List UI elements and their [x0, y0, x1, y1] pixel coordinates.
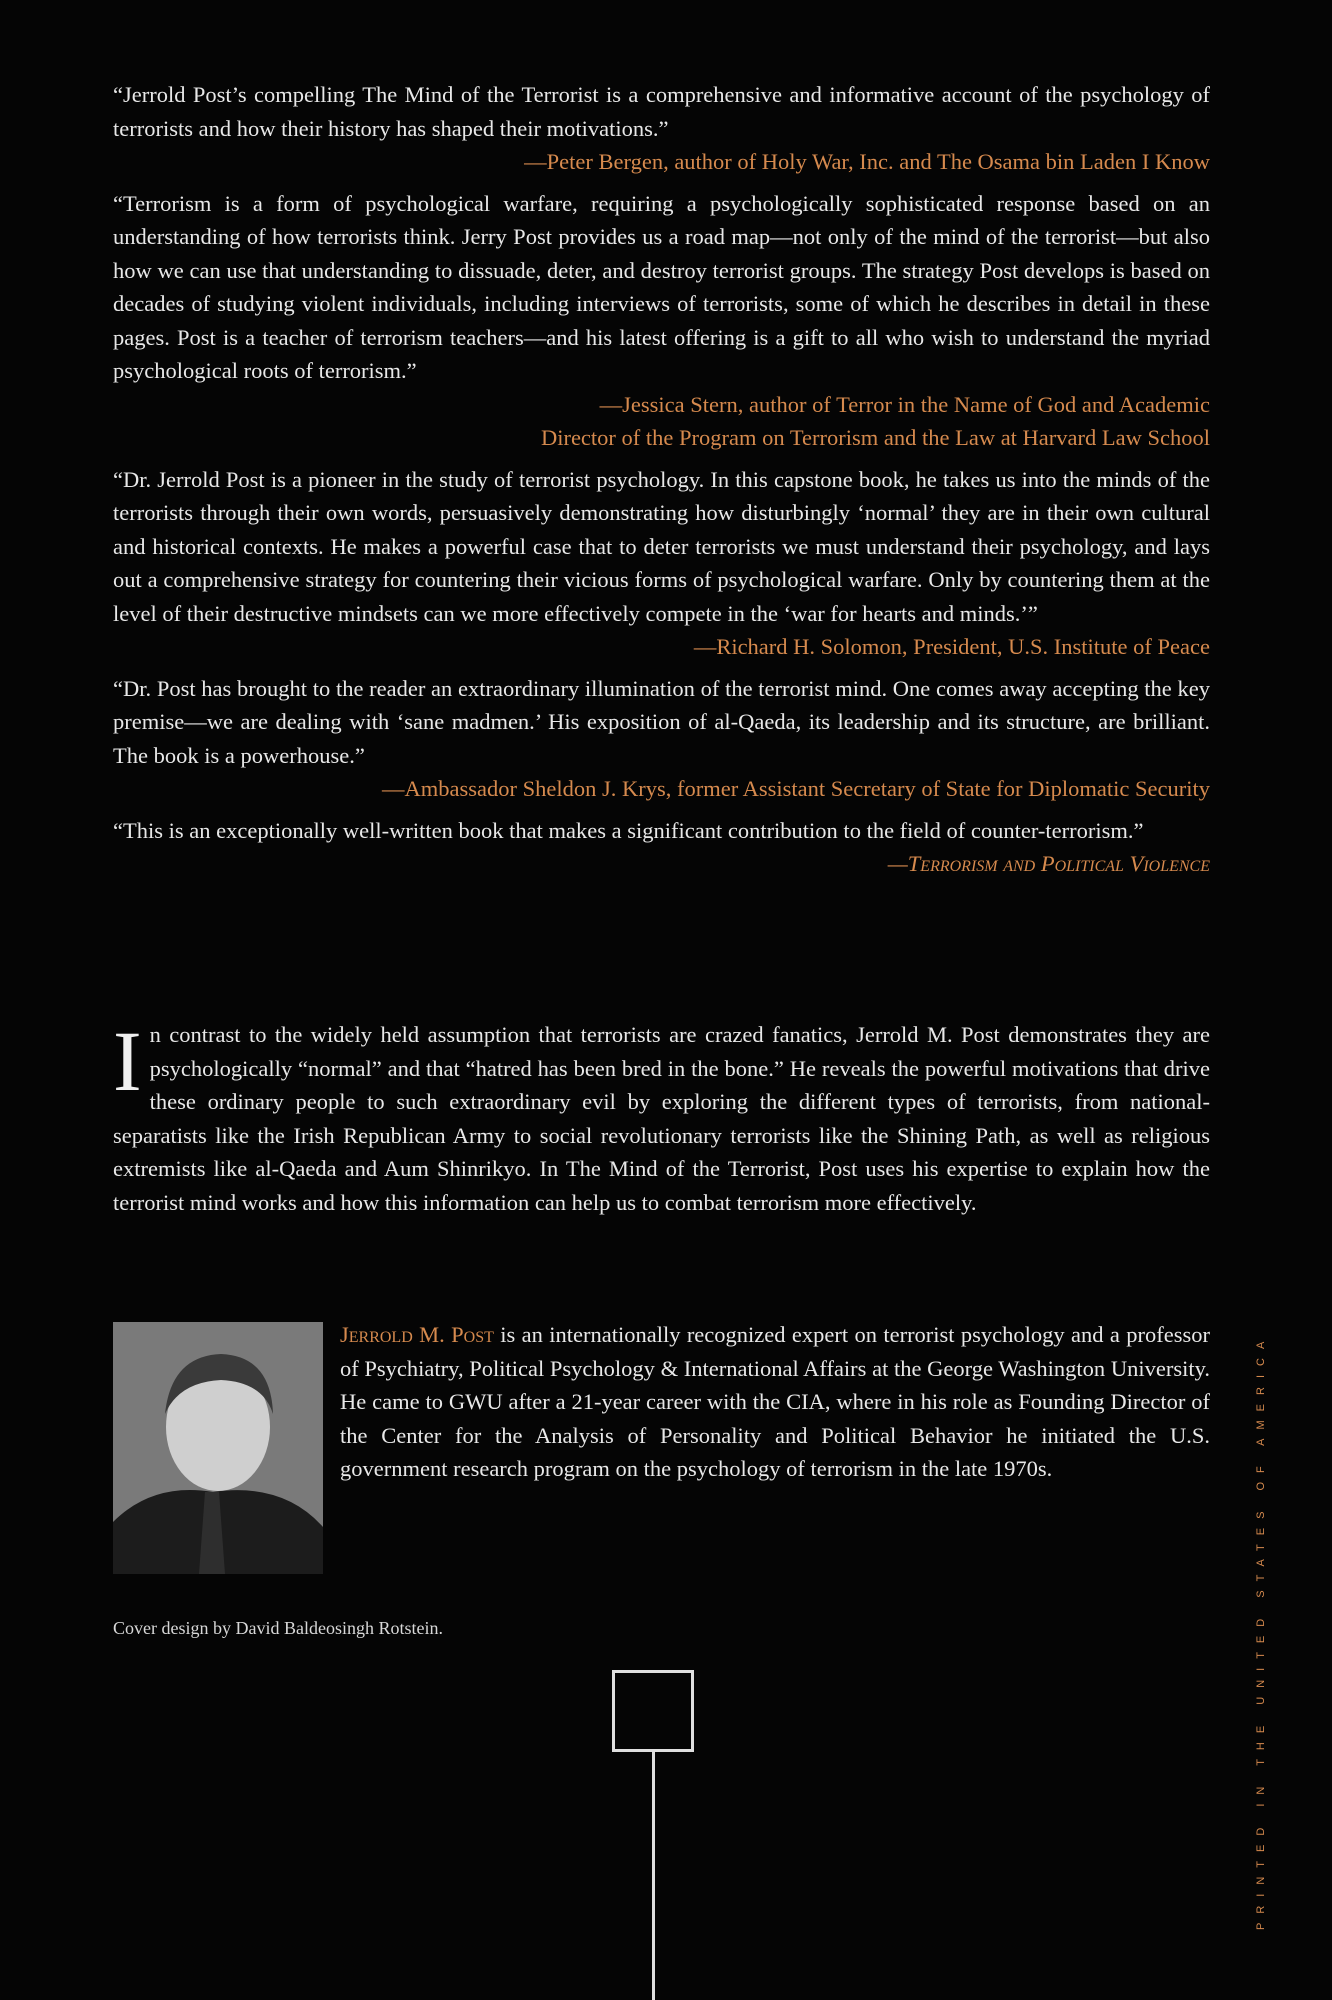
blurb-solomon	[113, 463, 1210, 664]
blurbs	[113, 78, 1210, 889]
description-text: n contrast to the widely held assumption that terrorists are crazed fanatics, Jerrold M. Post demonstrates they are psychologically “normal” and that “hatred has been bred in the bone.” He reveals the powerful motivations that drive these ordinary people to such extraordinary evil by exploring the different types of terrorists, from national-separatists like the Irish Republican Army to social revolutionary terrorists like the Shining Path, as well as religious extremists like al-Qaeda and Aum Shinrikyo. In The Mind of the Terrorist, Post uses his expertise to explain how the terrorist mind works and how this information can help us to combat terrorism more effectively.	[113, 1022, 1210, 1215]
author-bio	[340, 1318, 1210, 1486]
book-description	[113, 1013, 1210, 1219]
cover-credit: Cover design by David Baldeosingh Rotstein.	[113, 1618, 443, 1638]
blurb-attribution: —Peter Bergen, author of Holy War, Inc. and The Osama bin Laden I Know	[524, 149, 1210, 174]
barcode-box	[612, 1670, 694, 1752]
blurb-text: “Dr. Jerrold Post is a pioneer in the study of terrorist psychology. In this capstone book, he takes us into the minds of the terrorists through their own words, persuasively demonstrating how disturbingly ‘normal’ they are in their own cultural and historical contexts. He makes a powerful case that to deter terrorists we must understand their psychology, and lays out a comprehensive strategy for countering their vicious forms of psychological warfare. Only by countering them at the level of their destructive mindsets can we more effectively compete in the ‘war for hearts and minds.’”	[113, 466, 1210, 626]
blurb-attribution: —Terrorism and Political Violence	[887, 851, 1210, 876]
blurb-bergen	[113, 78, 1210, 179]
blurb-attribution-line2: Director of the Program on Terrorism and the Law at Harvard Law School	[540, 425, 1210, 450]
spine-text: PRINTED IN THE UNITED STATES OF AMERICA	[1255, 1332, 1267, 1930]
author-portrait-icon	[113, 1322, 323, 1574]
blurb-text: “Jerrold Post’s compelling The Mind of the Terrorist is a comprehensive and informative account of the psychology of terrorists and how their history has shaped their motivations.”	[113, 82, 1210, 141]
blurb-text: “Terrorism is a form of psychological warfare, requiring a psychologically sophisticated response based on an understanding of how terrorists think. Jerry Post provides us a road map—not only of the mind of the terrorist—but also how we can use that understanding to dissuade, deter, and destroy terrorist groups. The strategy Post develops is based on decades of studying violent individuals, including interviews of terrorists, some of which he describes in detail in these pages. Post is a teacher of terrorism teachers—and his latest offering is a gift to all who wish to understand the myriad psychological roots of terrorism.”	[113, 190, 1210, 383]
blurb-text: “Dr. Post has brought to the reader an extraordinary illumination of the terrorist mind. One comes away accepting the key premise—we are dealing with ‘sane madmen.’ His exposition of al-Qaeda, its leadership and its structure, are brilliant. The book is a powerhouse.”	[113, 675, 1210, 768]
blurb-attribution: —Jessica Stern, author of Terror in the Name of God and Academic	[599, 391, 1210, 417]
author-bio-text: is an internationally recognized expert on terrorist psychology and a professor of Psychiatry, Political Psychology & International Affairs at the George Washington University. He came to GWU after a 21-year career with the CIA, where in his role as Founding Director of the Center for the Analysis of Personality and Political Behavior he initiated the U.S. government research program on the psychology of terrorism in the late 1970s.	[340, 1322, 1210, 1481]
blurb-krys	[113, 672, 1210, 806]
blurb-journal	[113, 814, 1210, 881]
blurb-attribution: —Ambassador Sheldon J. Krys, former Assistant Secretary of State for Diplomatic Security	[382, 776, 1210, 801]
author-name: Jerrold M. Post	[340, 1322, 494, 1347]
drop-cap: I	[113, 1013, 142, 1109]
barcode-line	[652, 1752, 655, 2000]
blurb-attribution: —Richard H. Solomon, President, U.S. Institute of Peace	[693, 634, 1210, 659]
blurb-stern	[113, 187, 1210, 455]
author-photo	[113, 1322, 323, 1574]
blurb-text: “This is an exceptionally well-written book that makes a significant contribution to the field of counter-terrorism.”	[113, 817, 1144, 843]
